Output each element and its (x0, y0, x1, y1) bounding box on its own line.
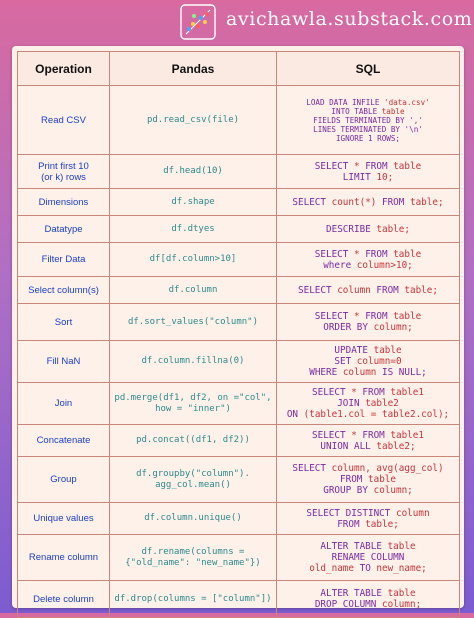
sql-keyword: LINES TERMINATED BY '\n' (313, 124, 423, 134)
operation-cell (18, 341, 110, 383)
operation-label: Concatenate (36, 435, 91, 446)
sql-keyword: SELECT (312, 429, 352, 441)
table-row (18, 503, 460, 535)
pandas-cell (110, 189, 277, 216)
sql-keyword: FROM (356, 429, 391, 441)
sql-line (280, 322, 456, 333)
table-row (18, 304, 460, 341)
sql-identifier: * (351, 429, 357, 441)
pandas-code: df.groupby("column"). (136, 468, 250, 479)
operation-cell (18, 243, 110, 277)
sql-identifier: column; (373, 322, 413, 333)
sql-identifier: * (353, 160, 360, 172)
sql-line (280, 116, 456, 125)
operation-cell (18, 86, 110, 155)
table-row (18, 535, 460, 581)
sql-keyword: TO (354, 563, 377, 574)
sql-line (280, 474, 456, 485)
sql-identifier: * (351, 387, 357, 398)
sql-identifier: table; (409, 196, 444, 208)
table-row (18, 216, 460, 243)
sql-identifier: table; (365, 518, 399, 530)
sql-keyword: SELECT (314, 160, 354, 172)
sql-keyword: SELECT (312, 387, 352, 398)
operation-cell (18, 581, 110, 618)
sql-keyword: SELECT (292, 463, 332, 474)
sql-identifier: table; (376, 223, 410, 235)
sql-line (280, 588, 456, 599)
sql-keyword: RENAME COLUMN (331, 552, 405, 563)
pandas-code: {"old_name": "new_name"}) (125, 557, 261, 568)
pandas-cell (110, 503, 277, 535)
pandas-cell (110, 425, 277, 457)
operation-label: Datatype (44, 223, 83, 235)
sql-line (280, 260, 456, 271)
operation-cell (18, 457, 110, 503)
sql-line (280, 172, 456, 183)
sql-keyword: JOIN (337, 398, 366, 409)
operation-label: Group (50, 474, 77, 485)
pandas-code: df.sort_values("column") (127, 316, 259, 327)
sql-keyword: SELECT (292, 196, 332, 208)
sql-line (280, 197, 456, 208)
sql-identifier: column (395, 507, 430, 519)
operation-cell (18, 304, 110, 341)
sql-line (280, 224, 456, 235)
pandas-sql-table (17, 51, 460, 618)
sql-cell (277, 216, 460, 243)
sql-line (280, 387, 456, 398)
sql-line (280, 98, 456, 107)
operation-label: Join (54, 398, 73, 409)
operation-label: Sort (54, 316, 73, 328)
sql-line (280, 134, 456, 143)
operation-label: Filter Data (41, 254, 86, 265)
sql-identifier: table; (404, 284, 438, 296)
sql-keyword: SELECT (298, 284, 338, 296)
pandas-code: df.column.unique() (144, 513, 242, 523)
sql-line (280, 356, 456, 367)
sql-line (280, 311, 456, 322)
sql-identifier: column; (381, 599, 422, 610)
pandas-cell (110, 383, 277, 425)
sql-keyword: DROP COLUMN (314, 599, 382, 610)
sql-keyword: WHERE (309, 367, 343, 378)
sql-identifier: table (368, 474, 396, 485)
table-body (18, 86, 460, 618)
operation-label: Read CSV (41, 114, 86, 126)
table-row (18, 277, 460, 304)
logo-icon (180, 4, 216, 40)
sql-line (280, 563, 456, 574)
pandas-code: df[df.column>10] (149, 254, 237, 264)
sql-keyword: where (323, 259, 357, 271)
sql-line (280, 519, 456, 530)
sql-line (280, 552, 456, 563)
sql-identifier: column (337, 284, 371, 296)
sql-identifier: * (353, 248, 360, 260)
sql-keyword: FROM (370, 284, 405, 296)
pandas-code: df.shape (171, 196, 215, 207)
pandas-code: df.head(10) (163, 166, 223, 176)
sql-keyword: UPDATE (334, 345, 374, 356)
sql-line (280, 485, 456, 496)
operation-label: Select column(s) (28, 284, 99, 296)
sql-keyword: SELECT (314, 248, 354, 260)
table-row (18, 457, 460, 503)
pandas-cell (110, 535, 277, 581)
pandas-code: agg_col.mean() (155, 479, 231, 490)
sql-keyword: ORDER BY (323, 322, 374, 333)
operation-label: Rename column (28, 552, 99, 563)
pandas-code: how = "inner") (155, 403, 231, 414)
sql-line (280, 463, 456, 474)
table-row (18, 86, 460, 155)
header-operation: Operation (18, 52, 110, 86)
sql-keyword: SET (334, 356, 357, 367)
pandas-cell (110, 155, 277, 189)
sql-line (280, 107, 456, 116)
operation-cell (18, 216, 110, 243)
sql-line (280, 508, 456, 519)
sql-cell (277, 304, 460, 341)
sql-line (280, 285, 456, 296)
sql-cell (277, 425, 460, 457)
pandas-code: df.column.fillna(0) (141, 356, 245, 366)
sql-line (280, 599, 456, 610)
pandas-cell (110, 277, 277, 304)
sql-line (280, 125, 456, 134)
table-row (18, 383, 460, 425)
sql-keyword: FROM (356, 387, 391, 398)
operation-cell (18, 503, 110, 535)
table-row (18, 243, 460, 277)
table-row (18, 581, 460, 618)
sql-identifier: * (353, 311, 360, 322)
sql-keyword: GROUP BY (323, 485, 374, 496)
sql-identifier: table2; (376, 440, 416, 452)
sql-identifier: new_name; (376, 563, 427, 574)
sql-identifier: table (387, 541, 416, 552)
sql-keyword: ON (286, 409, 304, 420)
sql-keyword: IS NULL; (376, 367, 427, 378)
header-sql: SQL (277, 52, 460, 86)
header-pandas: Pandas (110, 52, 277, 86)
sql-cell (277, 535, 460, 581)
sql-cell (277, 341, 460, 383)
table-row (18, 155, 460, 189)
operation-cell (18, 535, 110, 581)
sql-identifier: table1 (390, 387, 424, 398)
sql-identifier: table (381, 106, 405, 116)
table-header-row (18, 52, 460, 86)
sql-identifier: old_name (309, 563, 354, 574)
sql-identifier: column (342, 367, 377, 378)
sql-line (280, 161, 456, 172)
sql-keyword: ALTER TABLE (320, 541, 388, 552)
sql-keyword: FROM (359, 160, 394, 172)
sql-keyword: FIELDS TERMINATED BY ',' (313, 115, 423, 125)
table-row (18, 189, 460, 216)
operation-label: Unique values (33, 513, 94, 524)
sql-line (280, 541, 456, 552)
pandas-code: df.dtyes (171, 223, 215, 234)
sql-identifier: table (387, 588, 416, 599)
operation-cell (18, 155, 110, 189)
sql-identifier: table (393, 311, 422, 322)
sql-identifier: 'data.csv' (384, 97, 430, 107)
pandas-cell (110, 341, 277, 383)
sql-keyword: FROM (359, 311, 394, 322)
pandas-code: pd.merge(df1, df2, on ="col", (114, 392, 272, 403)
sql-line (280, 441, 456, 452)
sql-keyword: SELECT DISTINCT (306, 507, 396, 519)
sql-keyword: INTO TABLE (331, 106, 382, 116)
operation-cell (18, 425, 110, 457)
sql-identifier: table (393, 160, 422, 172)
sql-keyword: FROM (337, 518, 366, 530)
operation-label: (or k) rows (41, 171, 86, 183)
operation-label: Delete column (33, 593, 94, 605)
sql-cell (277, 243, 460, 277)
operation-label: Dimensions (38, 196, 89, 208)
comparison-card (12, 46, 464, 608)
sql-keyword: FROM (359, 248, 394, 260)
sql-keyword: UNION ALL (320, 440, 377, 452)
sql-identifier: column=0 (356, 356, 402, 367)
sql-line (280, 409, 456, 420)
sql-keyword: IGNORE 1 ROWS; (335, 133, 400, 143)
sql-keyword: SELECT (314, 311, 354, 322)
operation-cell (18, 383, 110, 425)
sql-keyword: DESCRIBE (326, 223, 377, 235)
header (0, 0, 474, 44)
sql-cell (277, 383, 460, 425)
operation-label: Fill NaN (46, 356, 81, 367)
operation-cell (18, 277, 110, 304)
sql-identifier: count(*) (331, 196, 377, 208)
pandas-code: df.drop(columns = ["column"]) (114, 593, 272, 604)
sql-identifier: table (373, 345, 402, 356)
sql-line (280, 345, 456, 356)
site-name: avichawla.substack.com (226, 8, 473, 30)
sql-identifier: table2 (365, 398, 399, 409)
sql-keyword: FROM (340, 474, 368, 485)
sql-keyword: ALTER TABLE (320, 588, 388, 599)
pandas-code: df.column (168, 284, 218, 295)
sql-identifier: table (393, 248, 422, 260)
sql-identifier: 10; (376, 171, 394, 183)
sql-keyword: LOAD DATA INFILE (306, 97, 384, 107)
pandas-cell (110, 86, 277, 155)
sql-line (280, 398, 456, 409)
operation-cell (18, 189, 110, 216)
operation-label: Print first 10 (38, 160, 89, 172)
pandas-cell (110, 243, 277, 277)
sql-keyword: LIMIT (342, 171, 377, 183)
sql-line (280, 430, 456, 441)
pandas-cell (110, 457, 277, 503)
sql-identifier: column; (373, 485, 413, 496)
sql-identifier: column, avg(agg_col) (331, 463, 444, 474)
table-row (18, 425, 460, 457)
pandas-cell (110, 216, 277, 243)
sql-keyword: FROM (376, 196, 410, 208)
sql-line (280, 367, 456, 378)
sql-cell (277, 189, 460, 216)
sql-line (280, 249, 456, 260)
sql-cell (277, 86, 460, 155)
sql-identifier: table1 (390, 429, 424, 441)
sql-identifier: column>10; (356, 259, 413, 271)
pandas-cell (110, 304, 277, 341)
sql-cell (277, 155, 460, 189)
sql-identifier: (table1.col = table2.col); (303, 409, 450, 420)
sql-cell (277, 457, 460, 503)
sql-cell (277, 581, 460, 618)
pandas-code: df.rename(columns = (141, 546, 245, 557)
pandas-code: pd.read_csv(file) (146, 114, 240, 125)
pandas-cell (110, 581, 277, 618)
sql-cell (277, 503, 460, 535)
table-row (18, 341, 460, 383)
sql-cell (277, 277, 460, 304)
pandas-code: pd.concat((df1, df2)) (136, 435, 250, 445)
